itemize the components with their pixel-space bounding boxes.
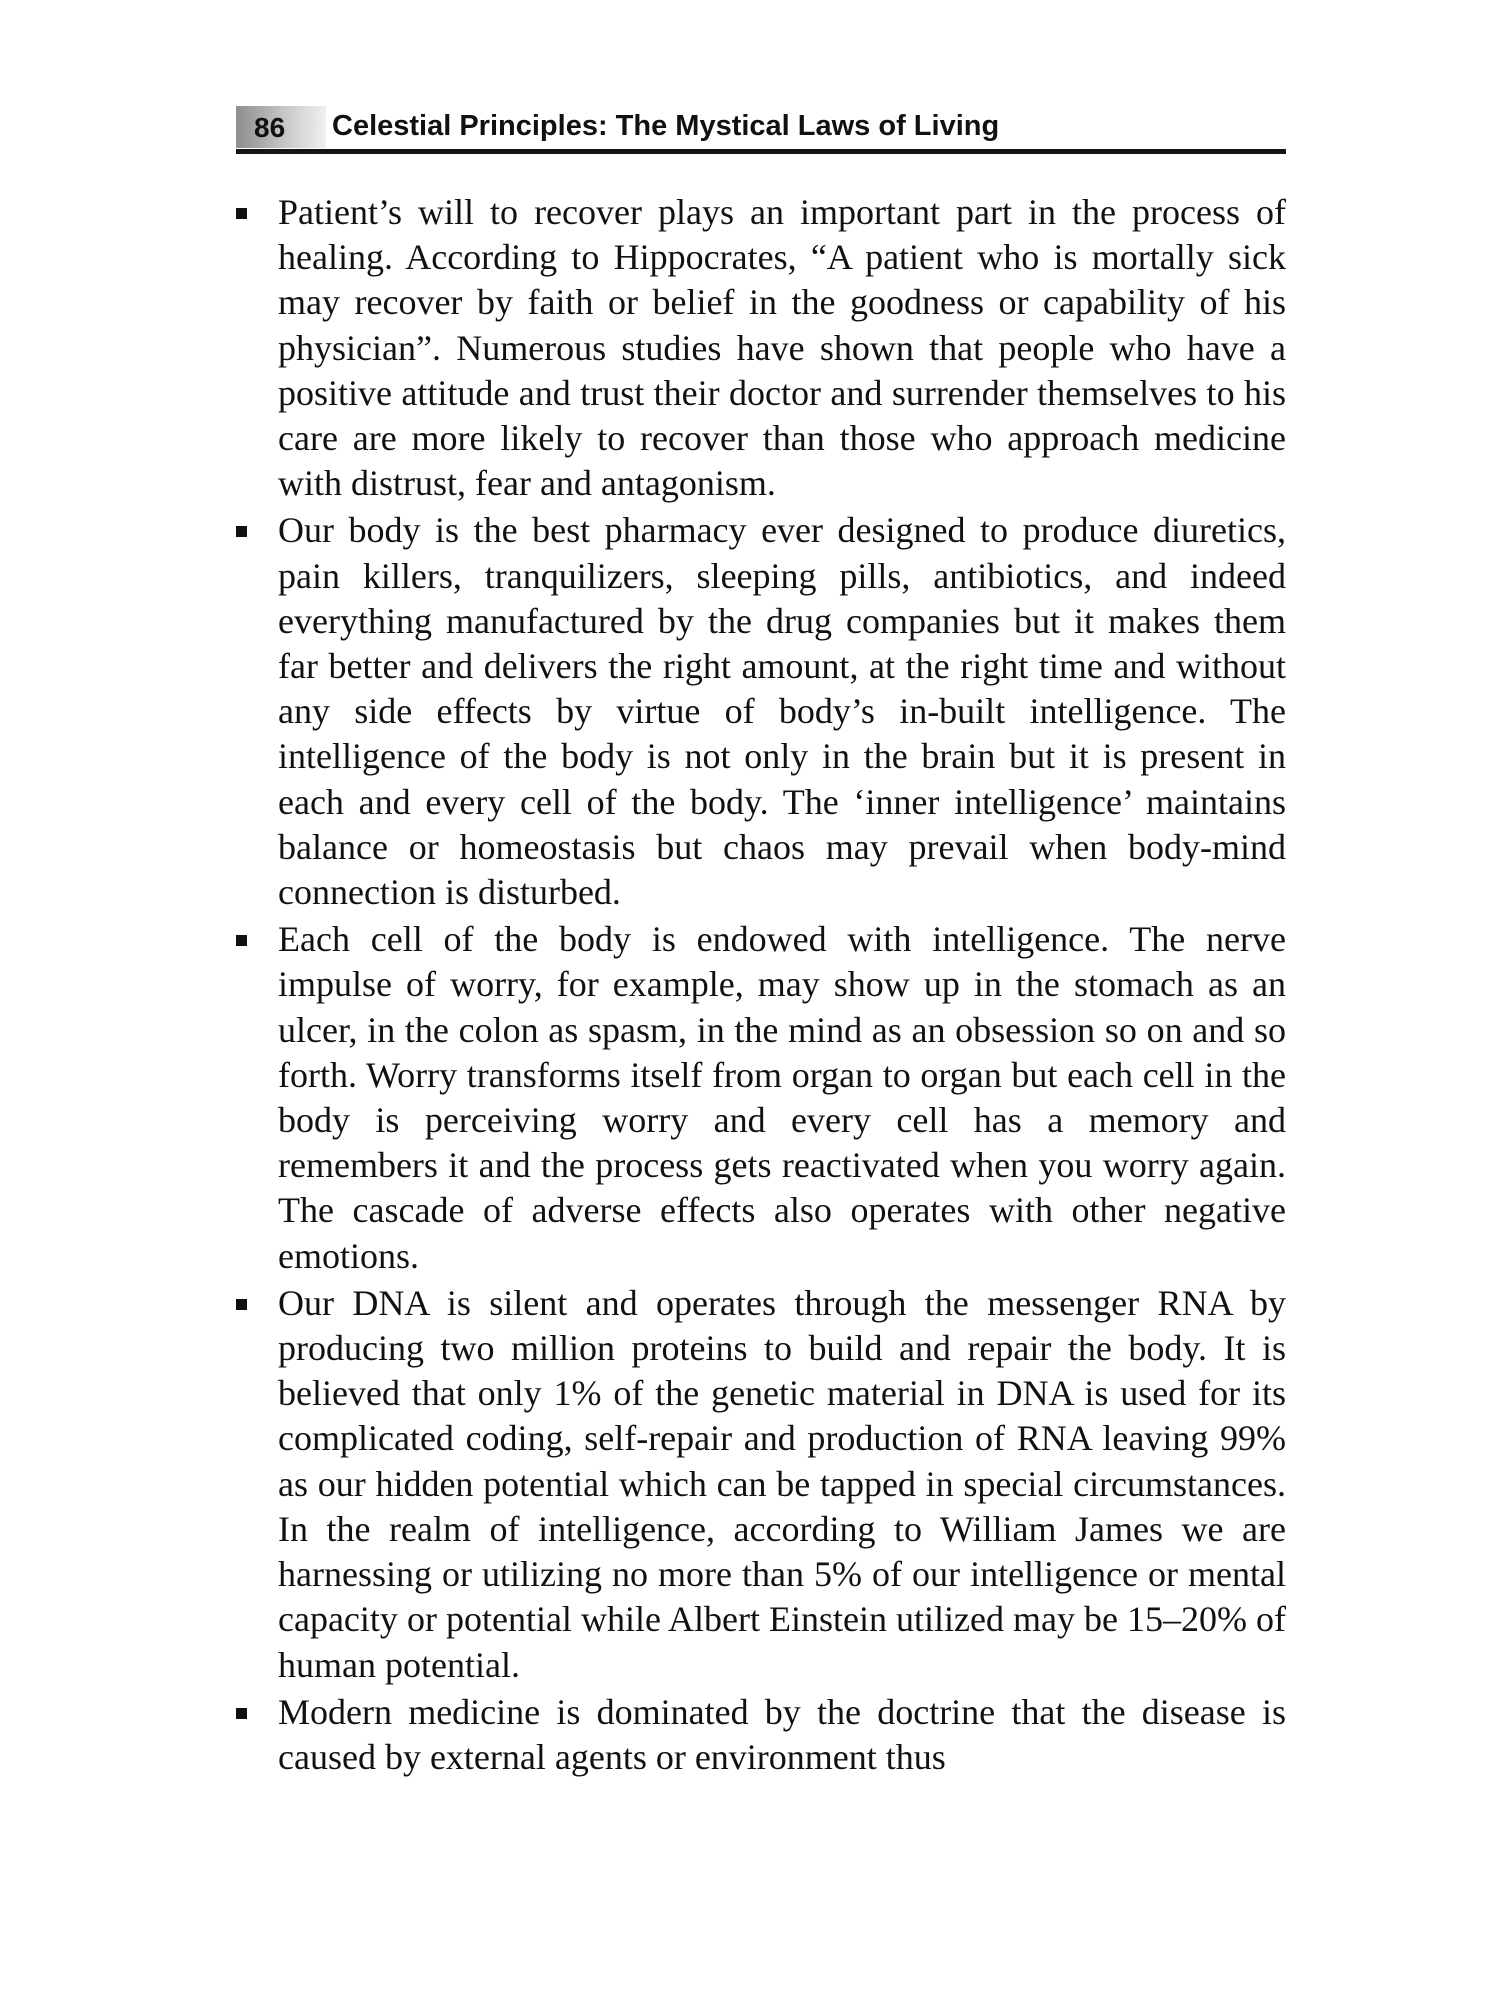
bullet-text: Modern medicine is dominated by the doctrine that the disease is caused by external agents or environment thus bbox=[278, 1691, 1286, 1777]
bullet-list bbox=[236, 190, 1286, 1780]
bullet-item bbox=[236, 508, 1286, 915]
bullet-item bbox=[236, 1690, 1286, 1780]
square-bullet-icon bbox=[236, 1299, 247, 1310]
bullet-text: Our body is the best pharmacy ever designed to produce diuretics, pain killers, tranquilizers, sleeping pills, antibiotics, and indeed everything manufactured by the drug companies but it makes them far better and delivers the right amount, at the right time and without any side effects by virtue of body’s in-built intelligence. The intelligence of the body is not only in the brain but it is present in each and every cell of the body. The ‘inner intelligence’ maintains balance or homeostasis but chaos may prevail when body-mind connection is disturbed. bbox=[278, 510, 1286, 913]
square-bullet-icon bbox=[236, 935, 247, 946]
bullet-text: Each cell of the body is endowed with intelligence. The nerve impulse of worry, for example, may show up in the stomach as an ulcer, in the colon as spasm, in the mind as an obsession so on and so forth. Worry transforms itself from organ to organ but each cell in the body is perceiving worry and every cell has a memory and remembers it and the process gets reactivated when you worry again. The cascade of adverse effects also operates with other negative emotions. bbox=[278, 919, 1286, 1276]
page-body bbox=[236, 190, 1286, 1782]
running-header bbox=[236, 104, 1286, 154]
bullet-text: Patient’s will to recover plays an important part in the process of healing. According to Hippocrates, “A patient who is mortally sick may recover by faith or belief in the goodness or capability of his physician”. Numerous studies have shown that people who have a positive attitude and trust their doctor and surrender themselves to his care are more likely to recover than those who approach medicine with distrust, fear and antagonism. bbox=[278, 192, 1286, 504]
bullet-item bbox=[236, 917, 1286, 1279]
square-bullet-icon bbox=[236, 208, 247, 219]
page-number: 86 bbox=[254, 112, 286, 143]
square-bullet-icon bbox=[236, 1708, 247, 1719]
page-number-badge bbox=[236, 106, 326, 148]
running-title: Celestial Principles: The Mystical Laws of Living bbox=[332, 110, 1000, 142]
bullet-text: Our DNA is silent and operates through the messenger RNA by producing two million proteins to build and repair the body. It is believed that only 1% of the genetic material in DNA is used for its complicated coding, self-repair and production of RNA leaving 99% as our hidden potential which can be tapped in special circumstances. In the realm of intelligence, according to William James we are harnessing or utilizing no more than 5% of our intelligence or mental capacity or potential while Albert Einstein utilized may be 15–20% of human potential. bbox=[278, 1282, 1286, 1685]
bullet-item bbox=[236, 1281, 1286, 1688]
bullet-item bbox=[236, 190, 1286, 506]
square-bullet-icon bbox=[236, 526, 247, 537]
